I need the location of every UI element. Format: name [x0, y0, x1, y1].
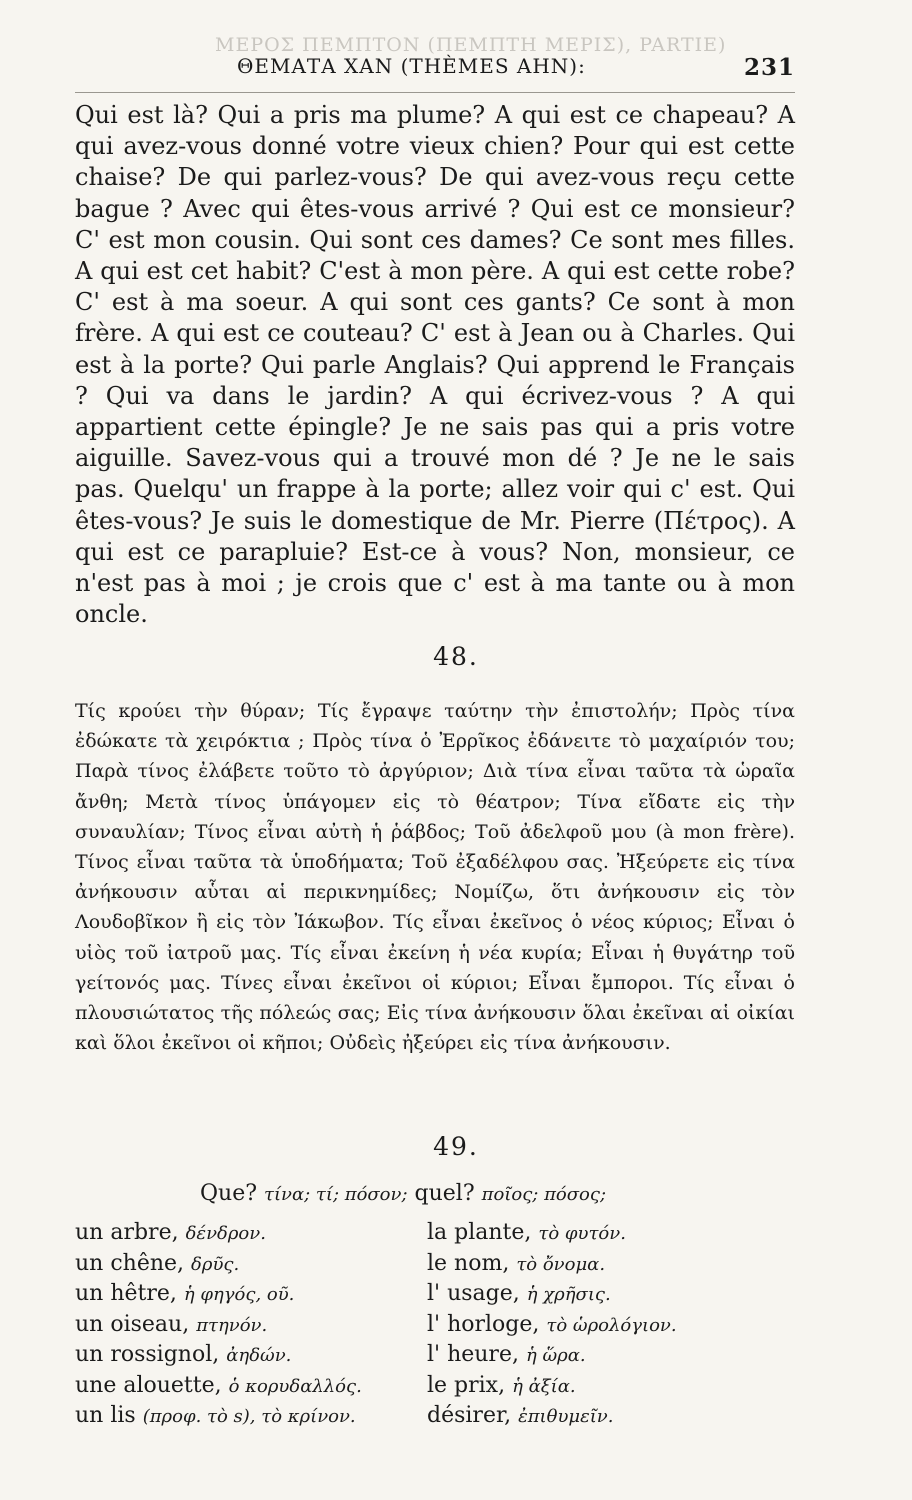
- vocab-fr: l' horloge,: [427, 1311, 540, 1337]
- vocab-gk: ἡ ἀξία.: [512, 1375, 576, 1397]
- section-49-heading: [200, 1181, 606, 1206]
- vocab-row: [75, 1403, 795, 1434]
- exercise-47-french-text: Qui est là? Qui a pris ma plume? A qui est ce chapeau? A qui avez-vous donné votre vieux chien? Pour qui est cette chaise? De qui parlez-vous? De qui avez-vous reçu cette bague ? Avec qui êtes-vous arrivé ? Qui est ce monsieur? C' est mon cousin. Qui sont ces dames? Ce sont mes filles. A qui est cet habit? C'est à mon père. A qui est cette robe? C' est à ma soeur. A qui sont ces gants? Ce sont à mon frère. A qui est ce couteau? C' est à Jean ou à Charles. Qui est à la porte? Qui parle Anglais? Qui apprend le Français ? Qui va dans le jardin? A qui écrivez-vous ? A qui appartient cette épingle? Je ne sais pas qui a pris votre aiguille. Savez-vous qui a trouvé mon dé ? Je ne le sais pas. Quelqu' un frappe à la porte; allez voir qui c' est. Qui êtes-vous? Je suis le domestique de Mr. Pierre (Πέτρος). A qui est ce parapluie? Est-ce à vous? Non, monsieur, ce n'est pas à moi ; je crois que c' est à ma tante ou à mon oncle.: [75, 101, 795, 629]
- vocab-fr: désirer,: [427, 1403, 512, 1428]
- vocab-gk: τὸ ὄνομα.: [516, 1253, 606, 1275]
- vocab-fr: la plante,: [427, 1220, 532, 1245]
- vocab-gk: πτηνόν.: [196, 1314, 268, 1336]
- vocab-gk: ἐπιθυμεῖν.: [518, 1406, 614, 1427]
- vocab-fr: l' heure,: [427, 1342, 519, 1367]
- vocab-gk: ἡ χρῆσις.: [526, 1284, 611, 1305]
- vocab-row: [75, 1251, 795, 1282]
- vocab-gk: τὸ φυτόν.: [538, 1223, 626, 1244]
- heading-gk-que: τίνα; τί; πόσον;: [264, 1184, 408, 1205]
- vocab-fr: un hêtre,: [75, 1281, 177, 1306]
- vocab-gk: ὁ κορυδαλλός.: [228, 1375, 362, 1397]
- vocab-fr: un oiseau,: [75, 1311, 190, 1337]
- vocab-fr: le prix,: [427, 1372, 506, 1398]
- heading-fr-quel: quel?: [414, 1181, 475, 1206]
- vocab-gk: (προφ. τὸ s), τὸ κρίνον.: [142, 1406, 356, 1427]
- heading-gk-quel: ποῖος; πόσος;: [481, 1184, 607, 1205]
- header-rule: [75, 92, 795, 93]
- vocab-fr: l' usage,: [427, 1281, 520, 1306]
- vocab-gk: τὸ ὡρολόγιον.: [546, 1314, 677, 1336]
- vocab-gk: δρῦς.: [191, 1253, 240, 1275]
- section-48-number: 48.: [433, 642, 479, 671]
- vocab-gk: ἡ φηγός, οῦ.: [183, 1284, 295, 1305]
- header-title: ΘΕΜΑΤΑ ΧΑΝ (THÈMES AHN):: [237, 54, 586, 78]
- vocab-fr: un lis: [75, 1403, 136, 1428]
- vocab-row: [75, 1342, 795, 1373]
- vocab-fr: un chêne,: [75, 1250, 185, 1276]
- vocab-fr: un rossignol,: [75, 1342, 220, 1367]
- vocab-row: [75, 1312, 795, 1343]
- vocab-row: [75, 1373, 795, 1404]
- vocab-row: [75, 1220, 795, 1251]
- vocab-fr: une alouette,: [75, 1372, 222, 1398]
- section-48-greek-text: Τίς κρούει τὴν θύραν; Τίς ἔγραψε ταύτην τὴν ἐπιστολήν; Πρὸς τίνα ἐδώκατε τὰ χειρόκτια ; Πρὸς τίνα ὁ Ἐρρῖκος ἐδάνειτε τὸ μαχαίριόν του; Παρὰ τίνος ἐλάβετε τοῦτο τὸ ἀργύριον; Διὰ τίνα εἶναι ταῦτα τὰ ὡραῖα ἄνθη; Μετὰ τίνος ὑπάγομεν εἰς τὸ θέατρον; Τίνα εἴδατε εἰς τὴν συναυλίαν; Τίνος εἶναι αὐτὴ ἡ ῥάβδος; Τοῦ ἀδελφοῦ μου (à mon frère). Τίνος εἶναι ταῦτα τὰ ὑποδήματα; Τοῦ ἐξαδέλφου σας. Ἠξεύρετε εἰς τίνα ἀνήκουσιν αὗται αἱ περικνημίδες; Νομίζω, ὅτι ἀνήκουσιν εἰς τὸν Λουδοβῖκον ἢ εἰς τὸν Ἰάκωβον. Τίς εἶναι ἐκεῖνος ὁ νέος κύριος; Εἶναι ὁ υἱὸς τοῦ ἰατροῦ μας. Τίς εἶναι ἐκείνη ἡ νέα κυρία; Εἶναι ἡ θυγάτηρ τοῦ γείτονός μας. Τίνες εἶναι ἐκεῖνοι οἱ κύριοι; Εἶναι ἔμποροι. Τίς εἶναι ὁ πλουσιώτατος τῆς πόλεώς σας; Εἰς τίνα ἀνήκουσιν ὅλαι ἐκεῖναι αἱ οἰκίαι καὶ ὅλοι ἐκεῖνοι οἱ κῆποι; Οὐδεὶς ἠξεύρει εἰς τίνα ἀνήκουσιν.: [75, 700, 795, 1055]
- vocab-fr: le nom,: [427, 1250, 510, 1276]
- vocabulary-list: [75, 1220, 795, 1434]
- section-49-number: 49.: [433, 1132, 479, 1161]
- bleed-through-header: ΜΕΡΟΣ ΠΕΜΠΤΟΝ (ΠΕΜΠΤΗ ΜΕΡΙΣ), PARTIE): [215, 34, 727, 56]
- vocab-row: [75, 1281, 795, 1312]
- vocab-gk: δένδρον.: [185, 1223, 266, 1244]
- page-number: 231: [743, 54, 795, 81]
- vocab-gk: ἡ ὥρα.: [525, 1345, 586, 1366]
- vocab-gk: ἀηδών.: [226, 1345, 292, 1366]
- vocab-fr: un arbre,: [75, 1220, 179, 1245]
- heading-fr-que: Que?: [200, 1181, 258, 1206]
